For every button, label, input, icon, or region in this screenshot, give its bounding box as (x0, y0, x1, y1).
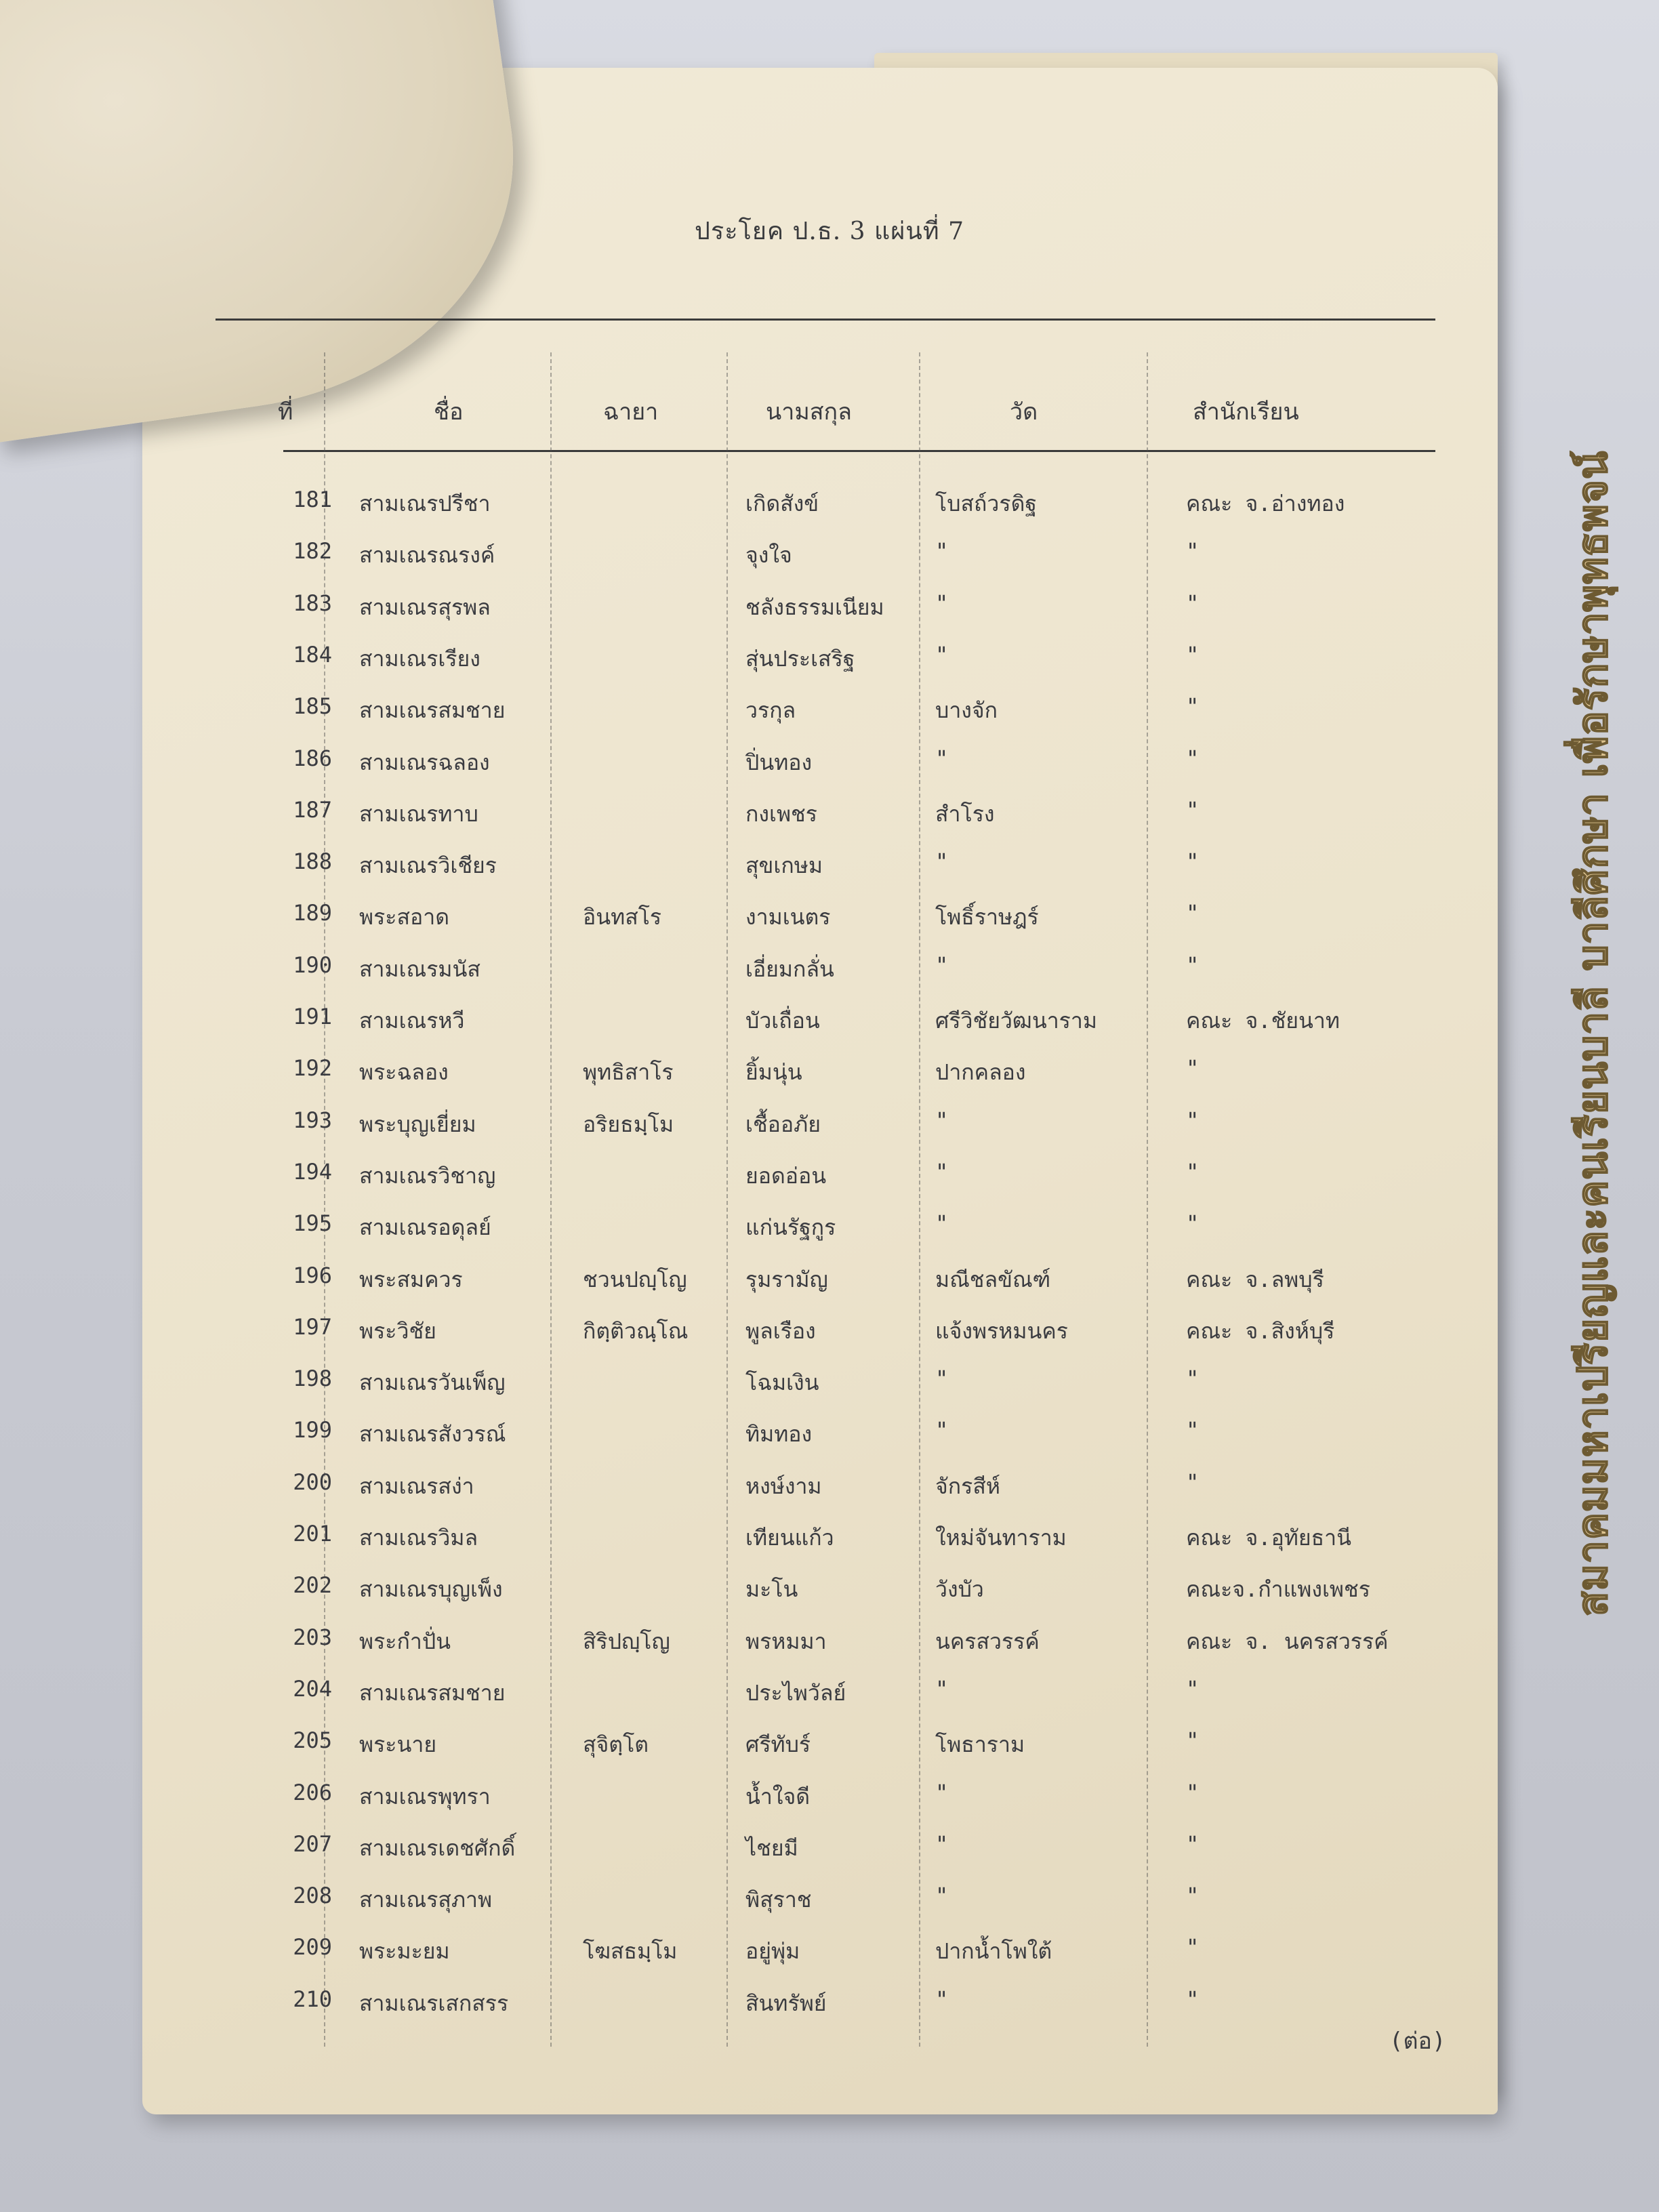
row-no-cell: 191 (293, 1004, 332, 1029)
column-divider (726, 352, 728, 2047)
row-surname-cell: ประไพวัลย์ (745, 1680, 846, 1706)
row-surname-cell: โฉมเงิน (745, 1370, 819, 1395)
row-no-cell: 205 (293, 1727, 332, 1753)
row-name-cell: สามเณรพุทรา (359, 1784, 491, 1809)
row-temple-cell: " (935, 1417, 949, 1443)
row-temple-cell: " (935, 745, 949, 771)
row-name-cell: สามเณรสุภาพ (359, 1887, 493, 1912)
row-temple-cell: " (935, 1831, 949, 1857)
row-temple-cell: วังบัว (935, 1576, 984, 1602)
row-school-cell: คณะ จ.ชัยนาท (1186, 1008, 1340, 1033)
row-surname-cell: งามเนตร (745, 904, 831, 930)
row-name-cell: สามเณรสมชาย (359, 1680, 506, 1706)
row-alias-cell: พุทธิสาโร (583, 1059, 674, 1085)
row-surname-cell: พิสุราช (745, 1887, 812, 1912)
row-alias-cell: สุจิตฺโต (583, 1732, 649, 1757)
row-no-cell: 181 (293, 487, 332, 512)
row-alias-cell: สิริปญฺโญ (583, 1629, 670, 1654)
row-school-cell: คณะจ.กำแพงเพชร (1186, 1576, 1370, 1602)
row-no-cell: 184 (293, 642, 332, 668)
row-school-cell: คณะ จ.อ่างทอง (1186, 491, 1345, 516)
row-no-cell: 199 (293, 1417, 332, 1443)
row-surname-cell: รุมรามัญ (745, 1267, 828, 1292)
row-school-cell: คณะ จ.สิงห์บุรี (1186, 1318, 1335, 1344)
row-surname-cell: บัวเถื่อน (745, 1008, 820, 1033)
header-rule-line (283, 450, 1435, 452)
row-no-cell: 200 (293, 1469, 332, 1495)
row-surname-cell: ยิ้มนุ่น (745, 1059, 802, 1085)
column-divider (550, 352, 552, 2047)
row-temple-cell: ใหม่จันทาราม (935, 1525, 1067, 1551)
row-temple-cell: จักรสีห์ (935, 1473, 1000, 1499)
row-no-cell: 188 (293, 848, 332, 874)
row-no-cell: 209 (293, 1934, 332, 1960)
row-temple-cell: " (935, 1107, 949, 1133)
row-name-cell: สามเณรวิเชียร (359, 853, 497, 878)
row-temple-cell: " (935, 642, 949, 668)
document-title: ประโยค ป.ธ. 3 แผ่นที่ 7 (695, 218, 964, 245)
row-surname-cell: แก่นรัฐกูร (745, 1214, 836, 1240)
row-surname-cell: สุขเกษม (745, 853, 823, 878)
row-surname-cell: ทิมทอง (745, 1421, 813, 1447)
row-temple-cell: สำโรง (935, 801, 995, 827)
row-no-cell: 193 (293, 1107, 332, 1133)
row-school-cell: " (1186, 693, 1200, 719)
row-school-cell: " (1186, 1366, 1200, 1391)
row-school-cell: " (1186, 952, 1200, 978)
column-divider (1147, 352, 1148, 2047)
row-no-cell: 197 (293, 1314, 332, 1340)
header-alias: ฉายา (603, 398, 659, 426)
row-school-cell: " (1186, 538, 1200, 564)
row-school-cell: " (1186, 1986, 1200, 2012)
row-surname-cell: พูลเรือง (745, 1318, 816, 1344)
row-no-cell: 204 (293, 1676, 332, 1702)
row-no-cell: 194 (293, 1159, 332, 1185)
row-school-cell: " (1186, 797, 1200, 823)
row-school-cell: " (1186, 1831, 1200, 1857)
row-name-cell: พระบุญเยี่ยม (359, 1111, 476, 1137)
row-temple-cell: ปากคลอง (935, 1059, 1026, 1085)
row-temple-cell: แจ้งพรหมนคร (935, 1318, 1068, 1344)
row-no-cell: 201 (293, 1521, 332, 1547)
row-name-cell: พระสมควร (359, 1267, 463, 1292)
row-no-cell: 203 (293, 1624, 332, 1650)
row-temple-cell: โพธาราม (935, 1732, 1025, 1757)
row-school-cell: " (1186, 1934, 1200, 1960)
row-temple-cell: " (935, 1676, 949, 1702)
row-temple-cell: โบสถ์วรดิฐ (935, 491, 1037, 516)
row-name-cell: พระวิชัย (359, 1318, 436, 1344)
row-name-cell: สามเณรอดุลย์ (359, 1214, 491, 1240)
row-school-cell: " (1186, 1883, 1200, 1908)
row-no-cell: 192 (293, 1055, 332, 1081)
row-temple-cell: " (935, 1159, 949, 1185)
row-surname-cell: เกิดสังข์ (745, 491, 819, 516)
header-name: ชื่อ (434, 398, 464, 426)
row-surname-cell: มะโน (745, 1576, 798, 1602)
row-temple-cell: บางจัก (935, 697, 998, 723)
row-no-cell: 198 (293, 1366, 332, 1391)
row-school-cell: " (1186, 1780, 1200, 1805)
row-surname-cell: กงเพชร (745, 801, 817, 827)
row-temple-cell: มณีชลขัณฑ์ (935, 1267, 1051, 1292)
row-surname-cell: ปิ่นทอง (745, 750, 813, 775)
row-name-cell: พระกำปั่น (359, 1629, 451, 1654)
row-surname-cell: ศรีทับร์ (745, 1732, 811, 1757)
continued-note: (ต่อ) (1389, 2028, 1446, 2055)
row-temple-cell: ศรีวิชัยวัฒนาราม (935, 1008, 1097, 1033)
row-name-cell: สามเณรสังวรณ์ (359, 1421, 506, 1447)
row-name-cell: สามเณรสมชาย (359, 697, 506, 723)
row-name-cell: สามเณรเรียง (359, 646, 480, 672)
row-temple-cell: " (935, 1210, 949, 1236)
row-surname-cell: สินทรัพย์ (745, 1990, 827, 2016)
row-surname-cell: จุงใจ (745, 542, 792, 568)
row-temple-cell: " (935, 1883, 949, 1908)
row-surname-cell: เอี่ยมกลั่น (745, 956, 834, 982)
row-surname-cell: ยอดอ่อน (745, 1163, 827, 1189)
row-surname-cell: ชลังธรรมเนียม (745, 594, 884, 620)
row-school-cell: คณะ จ.อุทัยธานี (1186, 1525, 1351, 1551)
top-rule-line (216, 319, 1435, 321)
row-school-cell: " (1186, 848, 1200, 874)
row-no-cell: 187 (293, 797, 332, 823)
row-school-cell: " (1186, 1159, 1200, 1185)
row-name-cell: สามเณรณรงค์ (359, 542, 495, 568)
header-surname: นามสกุล (766, 398, 852, 426)
row-name-cell: สามเณรหวี (359, 1008, 465, 1033)
row-no-cell: 189 (293, 900, 332, 926)
row-no-cell: 202 (293, 1572, 332, 1598)
row-temple-cell: " (935, 1366, 949, 1391)
row-school-cell: " (1186, 745, 1200, 771)
row-name-cell: สามเณรเดชศักดิ์ (359, 1835, 516, 1861)
row-name-cell: สามเณรวิมล (359, 1525, 478, 1551)
row-school-cell: " (1186, 900, 1200, 926)
row-name-cell: สามเณรสง่า (359, 1473, 474, 1499)
row-surname-cell: สุ่นประเสริฐ (745, 646, 855, 672)
row-name-cell: สามเณรสุรพล (359, 594, 491, 620)
header-temple: วัด (1010, 398, 1038, 426)
row-temple-cell: " (935, 590, 949, 616)
row-no-cell: 185 (293, 693, 332, 719)
row-no-cell: 183 (293, 590, 332, 616)
row-name-cell: สามเณรเสกสรร (359, 1990, 509, 2016)
row-school-cell: คณะ จ.ลพบุรี (1186, 1267, 1324, 1292)
row-no-cell: 206 (293, 1780, 332, 1805)
header-school: สำนักเรียน (1193, 398, 1299, 426)
row-school-cell: " (1186, 1210, 1200, 1236)
row-no-cell: 210 (293, 1986, 332, 2012)
row-no-cell: 196 (293, 1263, 332, 1288)
row-name-cell: สามเณรฉลอง (359, 750, 490, 775)
row-alias-cell: กิตฺติวณฺโณ (583, 1318, 689, 1344)
row-no-cell: 190 (293, 952, 332, 978)
row-name-cell: พระสอาด (359, 904, 449, 930)
row-no-cell: 182 (293, 538, 332, 564)
row-school-cell: " (1186, 1417, 1200, 1443)
row-name-cell: พระฉลอง (359, 1059, 449, 1085)
row-temple-cell: " (935, 1780, 949, 1805)
row-name-cell: สามเณรวันเพ็ญ (359, 1370, 506, 1395)
row-alias-cell: ชวนปญฺโญ (583, 1267, 687, 1292)
row-no-cell: 186 (293, 745, 332, 771)
row-name-cell: พระมะยม (359, 1938, 450, 1964)
row-name-cell: สามเณรวิชาญ (359, 1163, 496, 1189)
row-surname-cell: วรกุล (745, 697, 796, 723)
row-school-cell: " (1186, 1727, 1200, 1753)
row-no-cell: 195 (293, 1210, 332, 1236)
row-surname-cell: หงษ์งาม (745, 1473, 822, 1499)
row-name-cell: สามเณรทาบ (359, 801, 478, 827)
header-no: ที่ (278, 398, 293, 426)
row-temple-cell: " (935, 1986, 949, 2012)
row-school-cell: " (1186, 590, 1200, 616)
row-no-cell: 207 (293, 1831, 332, 1857)
column-divider (919, 352, 920, 2047)
row-name-cell: สามเณรมนัส (359, 956, 480, 982)
row-school-cell: " (1186, 1469, 1200, 1495)
row-alias-cell: โฆสธมฺโม (583, 1938, 678, 1964)
row-school-cell: " (1186, 642, 1200, 668)
row-name-cell: สามเณรปรีชา (359, 491, 491, 516)
row-temple-cell: " (935, 952, 949, 978)
row-no-cell: 208 (293, 1883, 332, 1908)
row-alias-cell: อินทสโร (583, 904, 662, 930)
row-temple-cell: " (935, 538, 949, 564)
row-school-cell: " (1186, 1107, 1200, 1133)
row-school-cell: " (1186, 1055, 1200, 1081)
row-name-cell: สามเณรบุญเพ็ง (359, 1576, 503, 1602)
row-surname-cell: เชื้ออภัย (745, 1111, 821, 1137)
row-surname-cell: พรหมมา (745, 1629, 827, 1654)
row-surname-cell: ไชยมี (745, 1835, 798, 1861)
row-name-cell: พระนาย (359, 1732, 437, 1757)
row-temple-cell: ปากน้ำโพใต้ (935, 1938, 1052, 1964)
row-school-cell: คณะ จ. นครสวรรค์ (1186, 1629, 1389, 1654)
row-temple-cell: โพธิ์ราษฎร์ (935, 904, 1039, 930)
row-surname-cell: อยู่พุ่ม (745, 1938, 800, 1964)
row-temple-cell: นครสวรรค์ (935, 1629, 1040, 1654)
row-surname-cell: เทียนแก้ว (745, 1525, 834, 1551)
row-temple-cell: " (935, 848, 949, 874)
row-surname-cell: น้ำใจดี (745, 1784, 810, 1809)
row-alias-cell: อริยธมฺโม (583, 1111, 674, 1137)
watermark-text: สมาคมมหาเปรียญและคนเรียนบาลี บาลีศึกษา เพื่อรักษาพุทธพจน์ (1569, 450, 1617, 1617)
row-school-cell: " (1186, 1676, 1200, 1702)
